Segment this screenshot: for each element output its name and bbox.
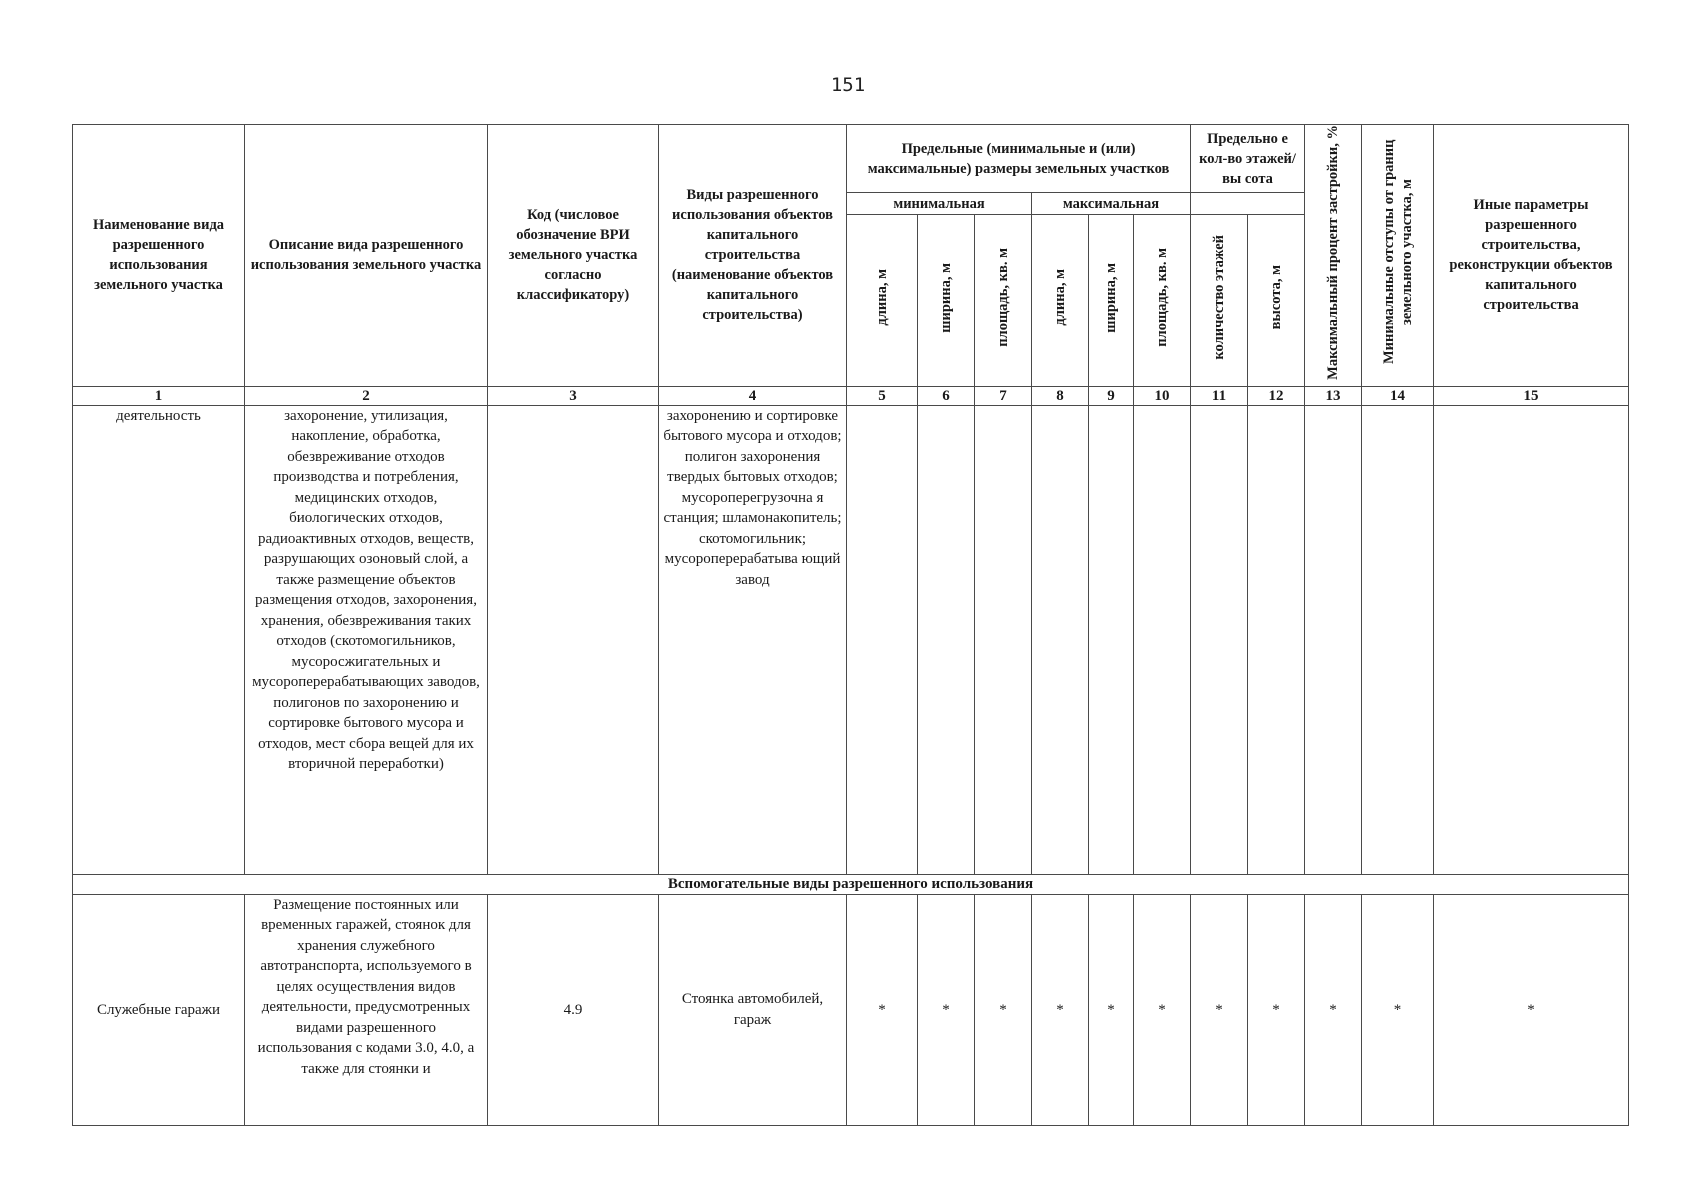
column-number: 7	[975, 386, 1032, 405]
table-row	[73, 405, 1629, 874]
column-number: 10	[1134, 386, 1191, 405]
param-cell: *	[1089, 894, 1134, 1125]
param-cell: *	[1305, 894, 1362, 1125]
header-max: максимальная	[1032, 193, 1191, 215]
row-name: деятельность	[73, 405, 245, 874]
table-row	[73, 894, 1629, 1125]
page-number: 151	[830, 74, 866, 96]
header-floors-spacer	[1191, 193, 1305, 215]
column-number: 5	[847, 386, 918, 405]
param-cell: *	[1134, 894, 1191, 1125]
column-number: 14	[1362, 386, 1434, 405]
empty-cell	[975, 405, 1032, 874]
header-min-area: площадь, кв. м	[975, 215, 1032, 386]
param-cell: *	[1032, 894, 1089, 1125]
header-plot-sizes: Предельные (минимальные и (или) максимальные) размеры земельных участков	[847, 125, 1191, 193]
column-number: 15	[1434, 386, 1629, 405]
row-objects: захоронению и сортировке бытового мусора и отходов; полигон захоронения твердых бытовых отходов; мусороперегрузочна я станция; шламонакопитель; скотомогильник; мусороперерабатыва ющий завод	[659, 405, 847, 874]
empty-cell	[1032, 405, 1089, 874]
empty-cell	[1134, 405, 1191, 874]
row-objects: Стоянка автомобилей, гараж	[659, 894, 847, 1125]
param-cell: *	[918, 894, 975, 1125]
header-max-width: ширина, м	[1089, 215, 1134, 386]
header-code: Код (числовое обозначение ВРИ земельного участка согласно классификатору)	[488, 125, 659, 387]
column-number: 3	[488, 386, 659, 405]
empty-cell	[1248, 405, 1305, 874]
header-max-area: площадь, кв. м	[1134, 215, 1191, 386]
param-cell: *	[1362, 894, 1434, 1125]
header-description: Описание вида разрешенного использования земельного участка	[245, 125, 488, 387]
header-min-length: длина, м	[847, 215, 918, 386]
column-number: 8	[1032, 386, 1089, 405]
header-min-setbacks: Минимальные отступы от границ земельного участка, м	[1362, 125, 1434, 387]
row-description: Размещение постоянных или временных гаражей, стоянок для хранения служебного автотранспорта, используемого в целях осуществления видов деятельности, предусмотренных видами разрешенного использования с кодами 3.0, 4.0, а также для стоянки и	[245, 894, 488, 1125]
row-code: 4.9	[488, 894, 659, 1125]
header-floors-height: Предельно е кол-во этажей/вы сота	[1191, 125, 1305, 193]
param-cell: *	[847, 894, 918, 1125]
header-height: высота, м	[1248, 215, 1305, 386]
param-cell: *	[975, 894, 1032, 1125]
empty-cell	[1191, 405, 1248, 874]
row-code	[488, 405, 659, 874]
empty-cell	[1434, 405, 1629, 874]
header-other-params: Иные параметры разрешенного строительства, реконструкции объектов капитального строительства	[1434, 125, 1629, 387]
row-description: захоронение, утилизация, накопление, обработка, обезвреживание отходов производства и потребления, медицинских отходов, биологических отходов, радиоактивных отходов, веществ, разрушающих озоновый слой, а также размещение объектов размещения отходов, захоронения, хранения, обезвреживания таких отходов (скотомогильников, мусоросжигательных и мусороперерабатывающих заводов, полигонов по захоронению и сортировке бытового мусора и отходов, мест сбора вещей для их вторичной переработки)	[245, 405, 488, 874]
param-cell: *	[1434, 894, 1629, 1125]
header-min: минимальная	[847, 193, 1032, 215]
empty-cell	[1362, 405, 1434, 874]
section-title: Вспомогательные виды разрешенного использования	[73, 874, 1629, 894]
column-number: 9	[1089, 386, 1134, 405]
row-name: Служебные гаражи	[73, 894, 245, 1125]
column-number: 13	[1305, 386, 1362, 405]
header-max-length: длина, м	[1032, 215, 1089, 386]
header-name: Наименование вида разрешенного использования земельного участка	[73, 125, 245, 387]
empty-cell	[1305, 405, 1362, 874]
regulations-table	[72, 124, 1629, 1126]
column-number: 12	[1248, 386, 1305, 405]
column-number: 1	[73, 386, 245, 405]
header-floor-count: количество этажей	[1191, 215, 1248, 386]
column-number: 4	[659, 386, 847, 405]
column-number: 6	[918, 386, 975, 405]
empty-cell	[918, 405, 975, 874]
header-min-width: ширина, м	[918, 215, 975, 386]
empty-cell	[1089, 405, 1134, 874]
column-number: 2	[245, 386, 488, 405]
column-number: 11	[1191, 386, 1248, 405]
header-capital-objects: Виды разрешенного использования объектов капитального строительства (наименование объектов капитального строительства)	[659, 125, 847, 387]
param-cell: *	[1191, 894, 1248, 1125]
empty-cell	[847, 405, 918, 874]
header-max-percent: Максимальный процент застройки, %	[1305, 125, 1362, 387]
param-cell: *	[1248, 894, 1305, 1125]
